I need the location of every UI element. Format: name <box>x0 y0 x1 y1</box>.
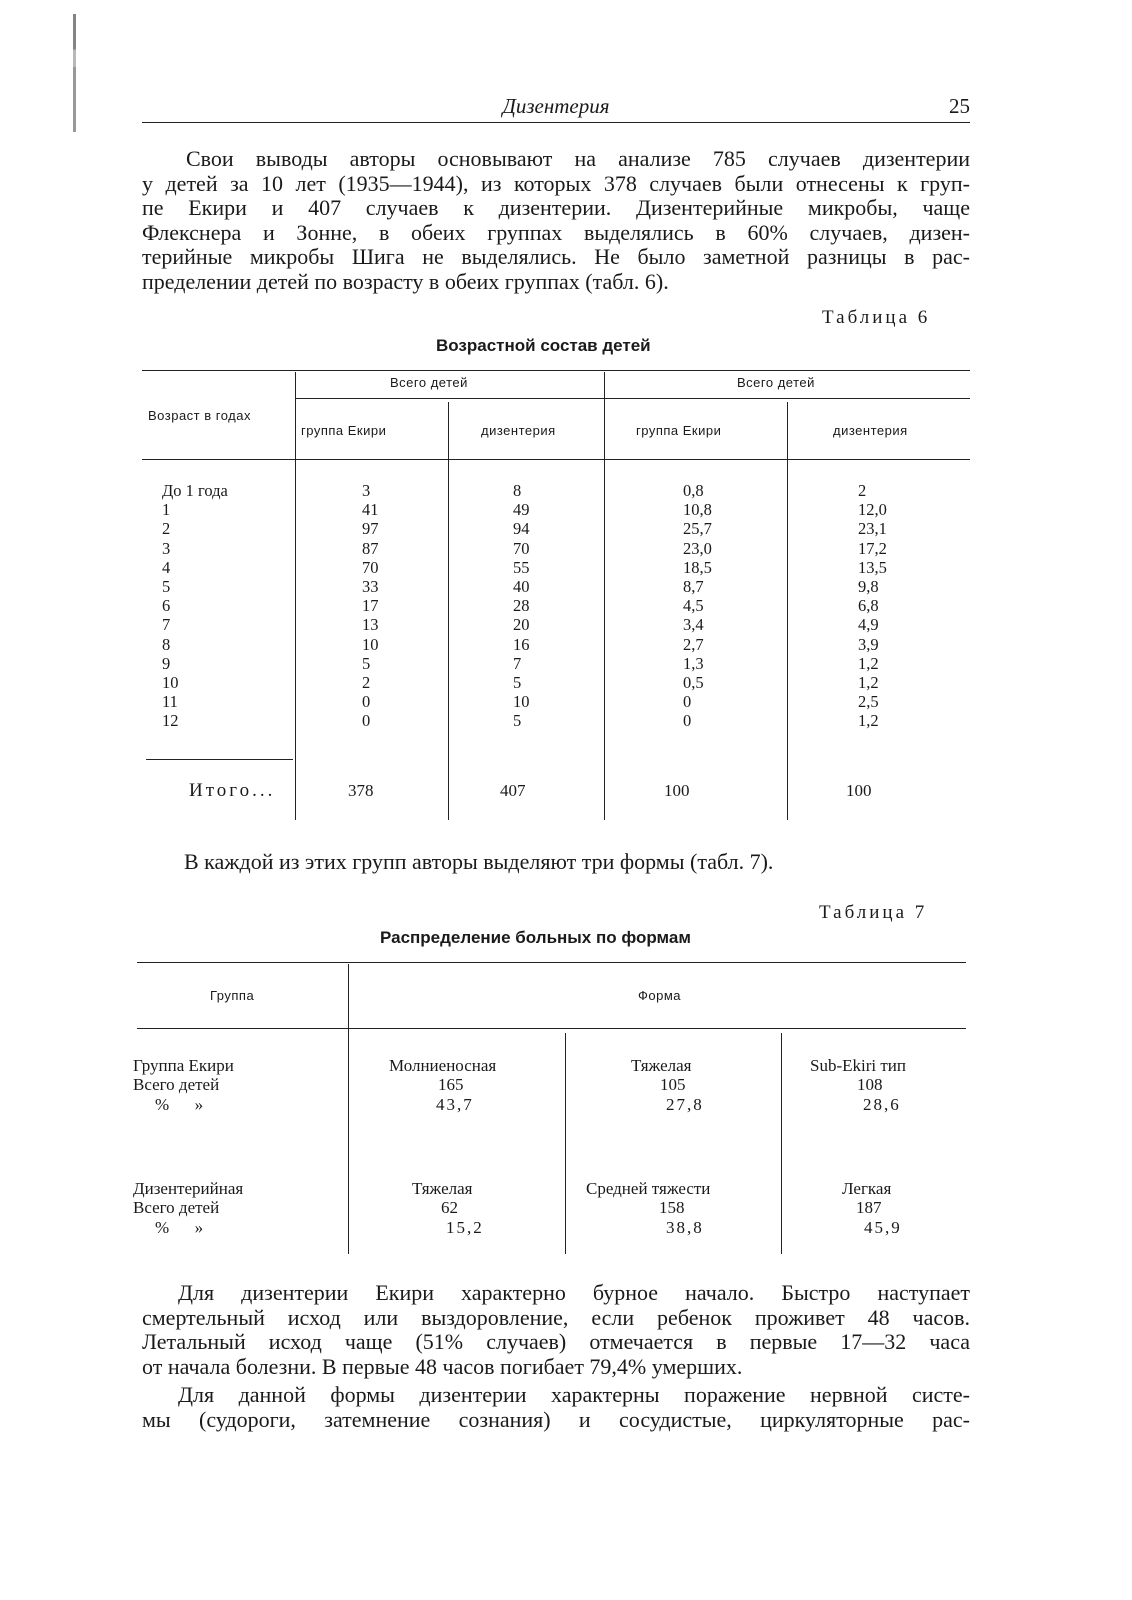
table-cell: 49 <box>513 500 530 520</box>
form-header: Форма <box>638 988 682 1003</box>
running-head <box>142 92 970 123</box>
table7-title: Распределение больных по формам <box>380 928 691 947</box>
table-cell: 0 <box>683 692 692 712</box>
table-cell: 25,7 <box>683 519 712 539</box>
table-cell: 87 <box>362 538 379 558</box>
table-cell: 8 <box>513 481 522 500</box>
paragraph-line: Для дизентерии Екири характерно бурное начало. Быстро наступает <box>178 1281 970 1305</box>
table-cell: 10 <box>362 634 379 654</box>
scan-binding-mark <box>73 14 76 132</box>
table-cell: До 1 года <box>162 481 228 500</box>
block1-group-label: Группа Екири <box>133 1056 234 1075</box>
block2-group-label: Дизентерийная <box>133 1179 244 1198</box>
table-cell: 0 <box>683 711 692 731</box>
age-header: Возраст в годах <box>148 408 251 423</box>
block1-form3-count: 108 <box>857 1075 883 1094</box>
paragraph-line: пе Екири и 407 случаев к дизентерии. Дизентерийные микробы, чаще <box>142 196 970 220</box>
table-cell: 13,5 <box>858 557 887 577</box>
table-cell: 2,5 <box>858 692 879 712</box>
block1-form2-pct: 27,8 <box>666 1095 704 1114</box>
table-cell: 1,2 <box>858 653 879 673</box>
dysentery-count-column <box>513 481 530 731</box>
table-cell: 3,9 <box>858 634 879 654</box>
paragraph-line: смертельный исход или выздоровление, если ребенок проживет 48 часов. <box>142 1305 970 1330</box>
block1-form1-name: Молниеносная <box>389 1056 497 1075</box>
table-cell: 5 <box>513 711 522 731</box>
table-cell: 1,3 <box>683 653 704 673</box>
table-cell: 55 <box>513 557 530 577</box>
subheader-dys-pct: дизентерия <box>833 423 908 438</box>
block2-total-label: Всего детей <box>133 1198 220 1217</box>
subheader-ekiri-count: группа Екири <box>301 423 387 438</box>
table-cell: 3,4 <box>683 615 704 635</box>
table-cell: 8,7 <box>683 577 704 597</box>
block2-form1-name: Тяжелая <box>412 1179 473 1198</box>
table-cell: 11 <box>162 692 178 712</box>
paragraph-line: Для данной формы дизентерии характерны поражение нервной систе- <box>178 1383 970 1407</box>
paragraph-line: мы (судороги, затемнение сознания) и сосудистые, циркуляторные рас- <box>142 1407 970 1432</box>
running-head-title: Дизентерия <box>502 94 610 118</box>
paragraph-line: Летальный исход чаще (51% случаев) отмечается в первые 17—32 часа <box>142 1330 970 1354</box>
block2-percent-label: % » <box>155 1218 204 1237</box>
group-header-1: Всего детей <box>390 375 468 390</box>
table-cell: 17,2 <box>858 538 887 558</box>
block2-form1-pct: 15,2 <box>446 1218 484 1237</box>
table-cell: 70 <box>513 538 530 558</box>
block2-form2-count: 158 <box>659 1198 685 1217</box>
table-cell: 0,8 <box>683 481 704 500</box>
paragraph-4 <box>142 1383 970 1432</box>
table-cell: 10,8 <box>683 500 712 520</box>
age-column <box>162 481 228 731</box>
table-cell: 8 <box>162 634 171 654</box>
table-cell: 16 <box>513 634 530 654</box>
total-ekiri-pct: 100 <box>664 781 690 800</box>
table-cell: 12,0 <box>858 500 887 520</box>
table-cell: 5 <box>162 577 171 597</box>
paragraph-line: В каждой из этих групп авторы выделяют три формы (табл. 7). <box>184 850 774 874</box>
table-cell: 3 <box>362 481 371 500</box>
block1-form2-count: 105 <box>660 1075 686 1094</box>
table-cell: 23,0 <box>683 538 712 558</box>
table-cell: 33 <box>362 577 379 597</box>
table-cell: 23,1 <box>858 519 887 539</box>
table-cell: 4,9 <box>858 615 879 635</box>
total-label: Итого... <box>189 780 276 801</box>
block1-percent-label: % » <box>155 1095 204 1114</box>
paragraph-line: пределении детей по возрасту в обеих группах (табл. 6). <box>142 269 669 294</box>
table-cell: 97 <box>362 519 379 539</box>
total-dys-count: 407 <box>500 781 526 800</box>
block1-form3-name: Sub-Ekiri тип <box>810 1056 906 1075</box>
total-ekiri-count: 378 <box>348 781 374 800</box>
block2-form3-count: 187 <box>856 1198 882 1217</box>
table-cell: 94 <box>513 519 530 539</box>
table-cell: 12 <box>162 711 179 731</box>
block2-form1-count: 62 <box>441 1198 458 1217</box>
paragraph-line: терийные микробы Шига не выделялись. Не было заметной разницы в рас- <box>142 245 970 269</box>
table-cell: 1,2 <box>858 711 879 731</box>
block1-form3-pct: 28,6 <box>863 1095 901 1114</box>
paragraph-line: от начала болезни. В первые 48 часов погибает 79,4% умерших. <box>142 1354 743 1379</box>
block1-form2-name: Тяжелая <box>631 1056 692 1075</box>
table-cell: 9,8 <box>858 577 879 597</box>
paragraph-line: у детей за 10 лет (1935—1944), из которых 378 случаев были отнесены к груп- <box>142 171 970 196</box>
table-cell: 40 <box>513 577 530 597</box>
table6-title: Возрастной состав детей <box>436 336 651 355</box>
ekiri-percent-column <box>683 481 712 731</box>
dysentery-percent-column <box>858 481 887 731</box>
subheader-dys-count: дизентерия <box>481 423 556 438</box>
table-cell: 4 <box>162 557 171 577</box>
table-cell: 9 <box>162 653 171 673</box>
table-cell: 2 <box>858 481 867 500</box>
paragraph-1 <box>142 147 970 294</box>
group-header-2: Всего детей <box>737 375 815 390</box>
table-cell: 13 <box>362 615 379 635</box>
page-number: 25 <box>949 94 970 118</box>
table-cell: 7 <box>162 615 171 635</box>
table-cell: 70 <box>362 557 379 577</box>
table-cell: 0 <box>362 692 371 712</box>
table7-label: Таблица 7 <box>819 902 928 923</box>
total-dys-pct: 100 <box>846 781 872 800</box>
table-cell: 1 <box>162 500 171 520</box>
block1-total-label: Всего детей <box>133 1075 220 1094</box>
block1-form1-count: 165 <box>438 1075 464 1094</box>
table-cell: 2 <box>162 519 171 539</box>
table-cell: 18,5 <box>683 557 712 577</box>
table-cell: 6 <box>162 596 171 616</box>
table-cell: 0,5 <box>683 673 704 693</box>
block2-form3-name: Легкая <box>842 1179 892 1198</box>
paragraph-2 <box>142 850 970 875</box>
table6-label: Таблица 6 <box>822 307 931 328</box>
table-cell: 41 <box>362 500 379 520</box>
table-cell: 3 <box>162 538 171 558</box>
table-cell: 6,8 <box>858 596 879 616</box>
table-cell: 5 <box>513 673 522 693</box>
table-cell: 10 <box>513 692 530 712</box>
table-cell: 7 <box>513 653 522 673</box>
table-cell: 1,2 <box>858 673 879 693</box>
paragraph-3 <box>142 1281 970 1379</box>
table-cell: 0 <box>362 711 371 731</box>
subheader-ekiri-pct: группа Екири <box>636 423 722 438</box>
table-cell: 2 <box>362 673 371 693</box>
table-cell: 20 <box>513 615 530 635</box>
group-header: Группа <box>210 988 255 1003</box>
table-cell: 5 <box>362 653 371 673</box>
ekiri-count-column <box>362 481 379 731</box>
paragraph-line: Флекснера и Зонне, в обеих группах выделялись в 60% случаев, дизен- <box>142 220 970 245</box>
block2-form2-name: Средней тяжести <box>586 1179 711 1198</box>
table-cell: 4,5 <box>683 596 704 616</box>
table-cell: 28 <box>513 596 530 616</box>
block2-form3-pct: 45,9 <box>864 1218 902 1237</box>
block1-form1-pct: 43,7 <box>436 1095 474 1114</box>
block2-form2-pct: 38,8 <box>666 1218 704 1237</box>
table-cell: 17 <box>362 596 379 616</box>
paragraph-line: Свои выводы авторы основывают на анализе 785 случаев дизентерии <box>186 147 970 171</box>
table-cell: 2,7 <box>683 634 704 654</box>
table-cell: 10 <box>162 673 179 693</box>
